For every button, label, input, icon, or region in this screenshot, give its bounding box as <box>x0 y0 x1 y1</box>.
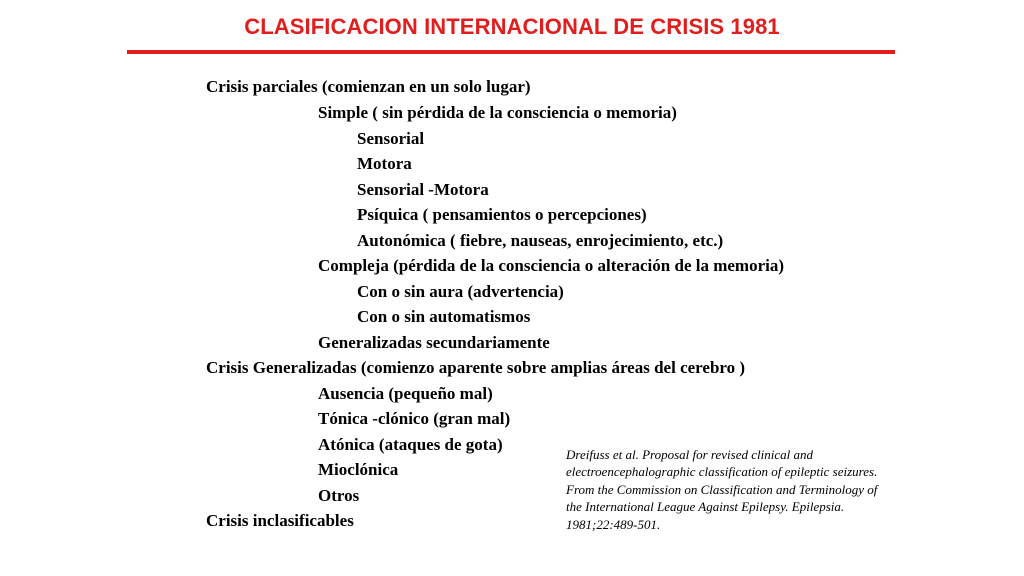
outline-item-otros: Otros <box>318 486 360 505</box>
citation-reference: Dreifuss et al. Proposal for revised clinical and electroencephalographic classification of epileptic seizures. From the Commission on Classification and Terminology of the International League Against Epilepsy. Epilepsia. 1981;22:489-501. <box>566 447 878 532</box>
outline-item-generalizadas-secundariamente: Generalizadas secundariamente <box>318 333 550 352</box>
outline-item-compleja: Compleja (pérdida de la consciencia o alteración de la memoria) <box>318 256 785 275</box>
outline-item-mioclonica: Mioclónica <box>318 460 399 479</box>
outline-item-tonica-clonico: Tónica -clónico (gran mal) <box>318 409 511 428</box>
outline-item-unclassified: Crisis inclasificables <box>206 511 354 530</box>
outline-item-psiquica: Psíquica ( pensamientos o percepciones) <box>357 205 647 224</box>
outline-item-motora: Motora <box>357 154 412 173</box>
outline-item-sensorial: Sensorial <box>357 129 425 148</box>
title-underline <box>127 50 895 54</box>
outline-item-sensorial-motora: Sensorial -Motora <box>357 180 489 199</box>
outline-item-ausencia: Ausencia (pequeño mal) <box>318 384 493 403</box>
outline-item-automatismos: Con o sin automatismos <box>357 307 531 326</box>
slide-title: CLASIFICACION INTERNACIONAL DE CRISIS 1981 <box>244 14 780 39</box>
outline-item-autonomica: Autonómica ( fiebre, nauseas, enrojecimiento, etc.) <box>357 231 724 250</box>
outline-item-simple: Simple ( sin pérdida de la consciencia o memoria) <box>318 103 677 122</box>
outline-item-atonica: Atónica (ataques de gota) <box>318 435 503 454</box>
outline-item-aura: Con o sin aura (advertencia) <box>357 282 564 301</box>
outline-item-partial-seizures: Crisis parciales (comienzan en un solo lugar) <box>206 77 531 96</box>
outline-item-generalized-seizures: Crisis Generalizadas (comienzo aparente sobre amplias áreas del cerebro ) <box>206 358 746 377</box>
